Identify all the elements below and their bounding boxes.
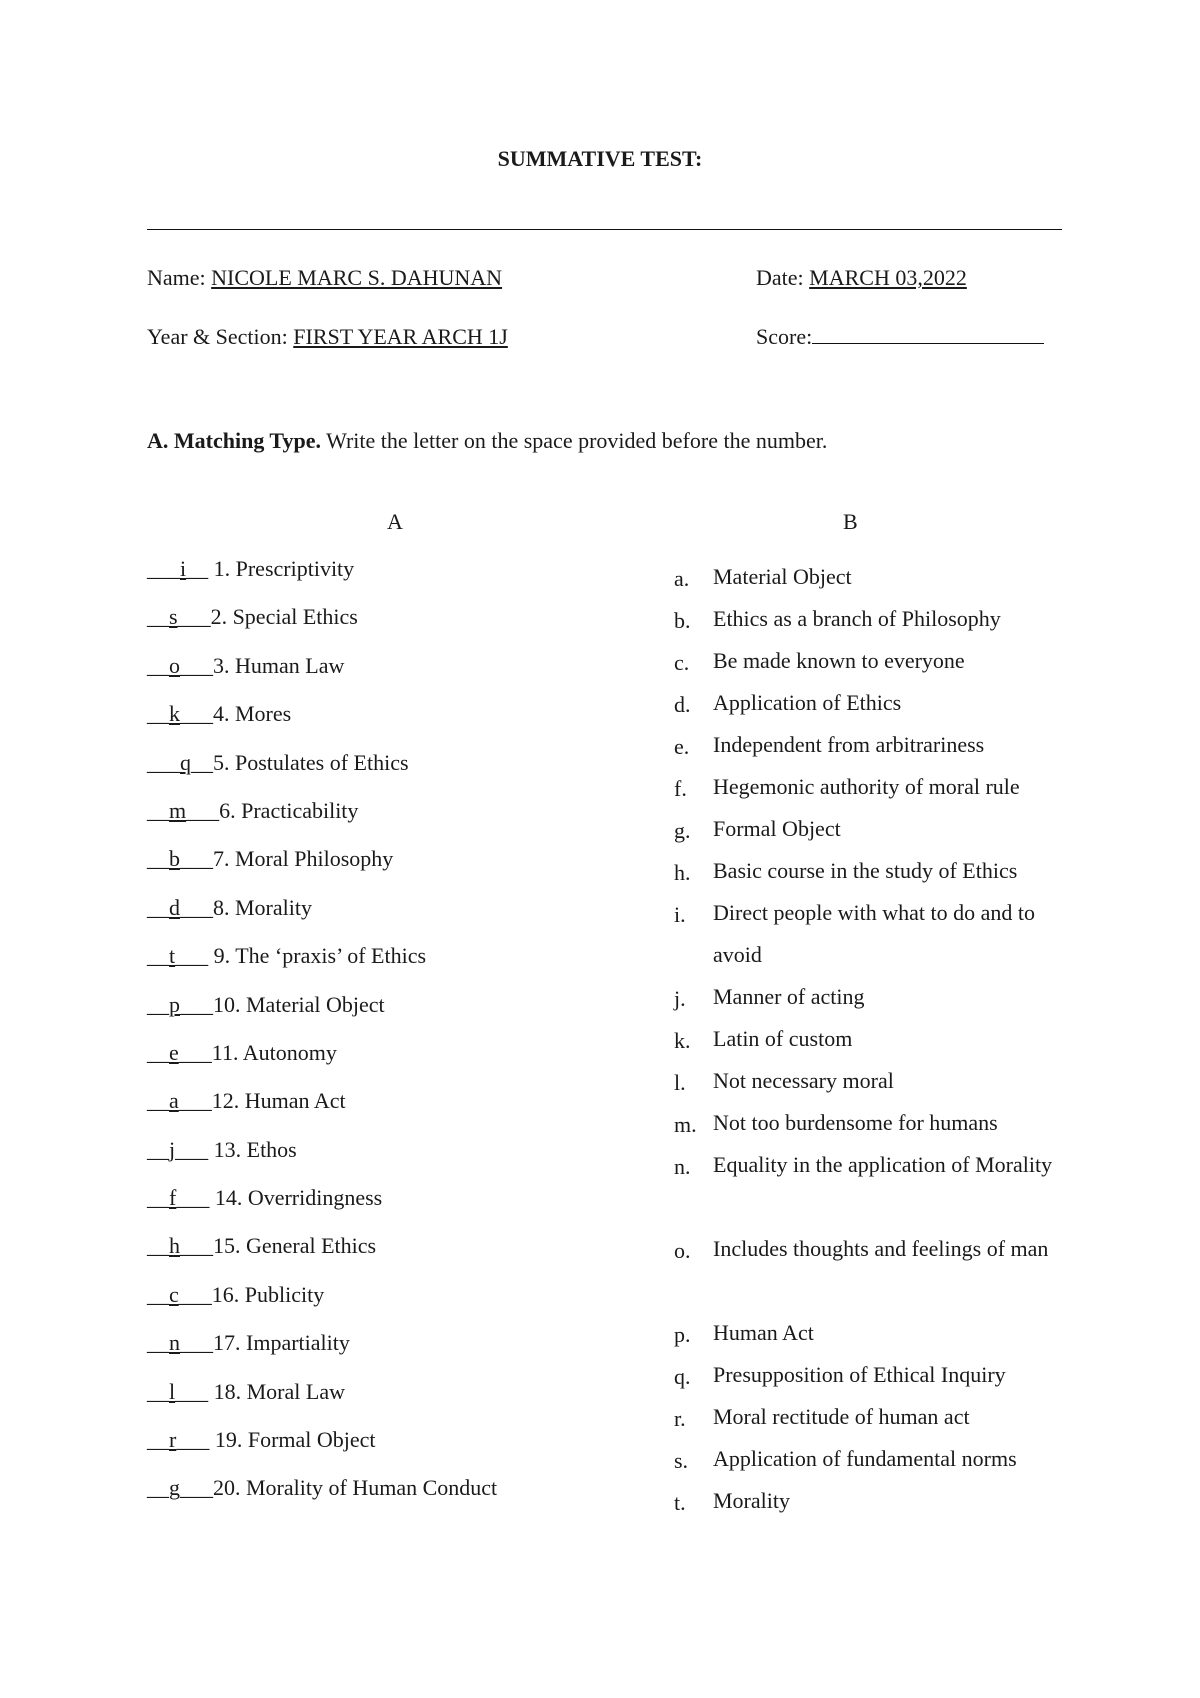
- answer-blank-post: ___: [180, 991, 213, 1017]
- list-item: [147, 992, 497, 1040]
- answer-blank-pre: ___: [147, 556, 180, 581]
- instruction: [147, 428, 827, 454]
- answer-blank-post: ___: [180, 701, 213, 727]
- choice-letter: r.: [674, 1406, 686, 1431]
- column-a-list: [147, 556, 497, 1524]
- answer-letter: o: [169, 652, 180, 678]
- item-text: 19. Formal Object: [214, 1427, 376, 1453]
- list-item: [147, 1185, 497, 1233]
- choice-letter: s.: [674, 1448, 689, 1473]
- answer-blank-post: ___: [180, 846, 213, 872]
- choice-letter: j.: [674, 986, 686, 1011]
- choice-text: Basic course in the study of Ethics: [713, 858, 1018, 883]
- date-value: MARCH 03,2022: [809, 265, 967, 290]
- answer-blank-pre: __: [147, 1233, 169, 1259]
- choice-text: Independent from arbitrariness: [713, 732, 985, 757]
- answer-blank-pre: __: [147, 1136, 169, 1162]
- answer-blank-pre: __: [147, 1281, 169, 1307]
- choice-text: Manner of acting: [713, 984, 865, 1009]
- list-item: [674, 1490, 1073, 1532]
- answer-blank-post: ___: [180, 1330, 213, 1356]
- choice-letter: b.: [674, 608, 691, 633]
- answer-letter: i: [180, 556, 187, 581]
- item-text: 14. Overridingness: [214, 1185, 383, 1211]
- section-label: Year & Section:: [147, 324, 294, 349]
- list-item: [147, 846, 497, 894]
- answer-blank-pre: __: [147, 943, 169, 969]
- list-item: [147, 1282, 497, 1330]
- date-label: Date:: [756, 265, 810, 290]
- choice-text: Not necessary moral: [713, 1068, 894, 1093]
- column-b-list: [674, 566, 1073, 1532]
- item-text: 2. Special Ethics: [210, 604, 358, 630]
- choice-letter: i.: [674, 902, 686, 927]
- answer-blank-post: __: [186, 556, 214, 581]
- choice-letter: q.: [674, 1364, 691, 1389]
- choice-text: Presupposition of Ethical Inquiry: [713, 1362, 1006, 1387]
- answer-blank-post: ___: [176, 1427, 215, 1453]
- item-text: 13. Ethos: [213, 1136, 297, 1162]
- list-item: [147, 1330, 497, 1378]
- answer-blank-post: ___: [178, 1281, 212, 1307]
- answer-blank-pre: ___: [147, 749, 180, 775]
- list-item: [147, 556, 497, 604]
- answer-blank-pre: __: [147, 701, 169, 727]
- item-text: 8. Morality: [213, 894, 312, 920]
- list-item: [147, 798, 497, 846]
- name-field: [147, 265, 502, 291]
- choice-letter: t.: [674, 1490, 686, 1515]
- answer-blank-pre: __: [147, 991, 169, 1017]
- item-text: 16. Publicity: [211, 1281, 325, 1307]
- answer-letter: a: [169, 1088, 179, 1114]
- answer-letter: h: [169, 1233, 180, 1259]
- answer-blank-pre: __: [147, 1378, 169, 1404]
- answer-letter: c: [169, 1281, 179, 1307]
- answer-blank-pre: __: [147, 652, 169, 678]
- answer-letter: j: [169, 1136, 176, 1162]
- list-item: [674, 1154, 1073, 1238]
- instruction-heading: A. Matching Type.: [147, 428, 321, 453]
- item-text: 1. Prescriptivity: [213, 556, 355, 581]
- answer-letter: l: [169, 1378, 176, 1404]
- choice-letter: o.: [674, 1238, 691, 1263]
- choice-letter: h.: [674, 860, 691, 885]
- answer-blank-pre: __: [147, 797, 169, 823]
- list-item: [147, 750, 497, 798]
- answer-letter: g: [169, 1475, 180, 1501]
- choice-letter: e.: [674, 734, 690, 759]
- answer-blank-post: ___: [186, 797, 220, 823]
- item-text: 9. The ‘praxis’ of Ethics: [213, 943, 427, 969]
- answer-blank-post: ___: [180, 894, 213, 920]
- answer-blank-pre: __: [147, 1185, 169, 1211]
- choice-text: Be made known to everyone: [713, 648, 965, 673]
- choice-letter: f.: [674, 776, 687, 801]
- item-text: 15. General Ethics: [213, 1233, 377, 1259]
- answer-blank-pre: __: [147, 1330, 169, 1356]
- choice-letter: l.: [674, 1070, 686, 1095]
- choice-letter: p.: [674, 1322, 691, 1347]
- name-value: NICOLE MARC S. DAHUNAN: [211, 265, 503, 290]
- list-item: [147, 701, 497, 749]
- answer-blank-pre: __: [147, 1475, 169, 1501]
- answer-blank-post: ___: [175, 1378, 214, 1404]
- answer-blank-post: __: [191, 749, 213, 775]
- list-item: [147, 604, 497, 652]
- list-item: [147, 653, 497, 701]
- item-text: 7. Moral Philosophy: [213, 846, 394, 872]
- answer-letter: e: [169, 1039, 179, 1065]
- choice-text: Material Object: [713, 564, 852, 589]
- choice-text: Ethics as a branch of Philosophy: [713, 606, 1001, 631]
- list-item: [147, 1088, 497, 1136]
- answer-blank-post: ___: [180, 1475, 213, 1501]
- list-item: [147, 1427, 497, 1475]
- column-b-header: B: [843, 509, 858, 534]
- choice-text: Moral rectitude of human act: [713, 1404, 970, 1429]
- list-item: [674, 902, 1073, 986]
- item-text: 6. Practicability: [219, 797, 359, 823]
- choice-letter: n.: [674, 1154, 691, 1179]
- list-item: [674, 1238, 1073, 1322]
- item-text: 4. Mores: [213, 701, 292, 727]
- choice-letter: d.: [674, 692, 691, 717]
- list-item: [147, 1379, 497, 1427]
- page-title: SUMMATIVE TEST:: [497, 146, 703, 171]
- item-text: 11. Autonomy: [211, 1039, 337, 1065]
- answer-letter: b: [169, 846, 180, 872]
- header-divider: [147, 229, 1062, 230]
- answer-blank-pre: __: [147, 894, 169, 920]
- answer-blank-pre: __: [147, 1039, 169, 1065]
- answer-letter: q: [180, 749, 191, 775]
- instruction-text: Write the letter on the space provided before the number.: [320, 428, 828, 453]
- answer-blank-post: ___: [176, 1185, 215, 1211]
- list-item: [147, 943, 497, 991]
- answer-blank-pre: __: [147, 846, 169, 872]
- answer-blank-pre: __: [147, 604, 169, 630]
- answer-blank-post: ___: [175, 943, 214, 969]
- answer-letter: k: [169, 701, 180, 727]
- list-item: [147, 1233, 497, 1281]
- answer-letter: r: [169, 1427, 177, 1453]
- column-a-header: A: [387, 509, 403, 534]
- choice-text: Includes thoughts and feelings of man: [713, 1236, 1049, 1261]
- date-field: [756, 265, 967, 291]
- choice-text: Hegemonic authority of moral rule: [713, 774, 1020, 799]
- section-value: FIRST YEAR ARCH 1J: [293, 324, 508, 349]
- choice-letter: a.: [674, 566, 690, 591]
- item-text: 18. Moral Law: [213, 1378, 345, 1404]
- answer-blank-post: ___: [177, 604, 211, 630]
- item-text: 5. Postulates of Ethics: [213, 749, 409, 775]
- answer-blank-post: ___: [178, 1039, 212, 1065]
- choice-text: Morality: [713, 1488, 790, 1513]
- answer-blank-post: ___: [175, 1136, 214, 1162]
- choice-text: Direct people with what to do and to avoid: [713, 900, 1035, 967]
- choice-text: Application of Ethics: [713, 690, 902, 715]
- choice-letter: g.: [674, 818, 691, 843]
- score-blank: [812, 325, 1044, 344]
- choice-text: Equality in the application of Morality: [713, 1152, 1053, 1177]
- answer-blank-post: ___: [178, 1088, 212, 1114]
- answer-letter: n: [169, 1330, 180, 1356]
- answer-letter: f: [169, 1185, 177, 1211]
- choice-text: Formal Object: [713, 816, 841, 841]
- answer-letter: p: [169, 991, 180, 1017]
- item-text: 10. Material Object: [213, 991, 385, 1017]
- choice-letter: c.: [674, 650, 690, 675]
- answer-letter: d: [169, 894, 180, 920]
- item-text: 20. Morality of Human Conduct: [213, 1475, 498, 1501]
- list-item: [147, 1040, 497, 1088]
- list-item: [147, 895, 497, 943]
- name-label: Name:: [147, 265, 212, 290]
- choice-letter: k.: [674, 1028, 691, 1053]
- answer-letter: m: [169, 797, 187, 823]
- list-item: [147, 1137, 497, 1185]
- choice-text: Application of fundamental norms: [713, 1446, 1017, 1471]
- choice-text: Latin of custom: [713, 1026, 853, 1051]
- answer-blank-pre: __: [147, 1427, 169, 1453]
- score-field: [756, 324, 1044, 350]
- section-field: [147, 324, 508, 350]
- score-label: Score:: [756, 324, 813, 349]
- answer-blank-pre: __: [147, 1088, 169, 1114]
- choice-text: Not too burdensome for humans: [713, 1110, 998, 1135]
- choice-letter: m.: [674, 1112, 697, 1137]
- answer-blank-post: ___: [180, 652, 213, 678]
- answer-letter: s: [169, 604, 178, 630]
- item-text: 17. Impartiality: [213, 1330, 350, 1356]
- item-text: 3. Human Law: [213, 652, 345, 678]
- list-item: [147, 1475, 497, 1523]
- item-text: 12. Human Act: [211, 1088, 346, 1114]
- answer-blank-post: ___: [180, 1233, 213, 1259]
- choice-text: Human Act: [713, 1320, 814, 1345]
- answer-letter: t: [169, 943, 176, 969]
